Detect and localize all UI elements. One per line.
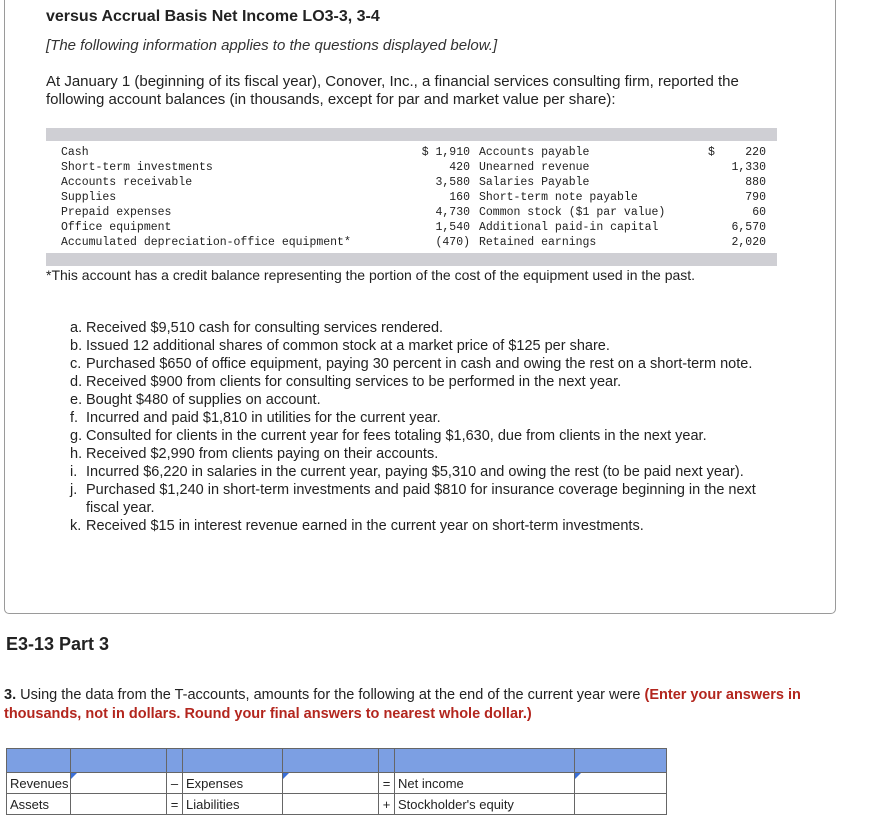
plus-operator: + [379,794,395,815]
header-cell [167,749,183,773]
account-row [46,235,777,250]
minus-operator: – [167,773,183,794]
asset-amount: (470) [435,236,470,249]
problem-title: versus Accrual Basis Net Income LO3-3, 3-4 [46,8,380,25]
revenues-cell[interactable] [71,773,167,794]
account-row [46,205,777,220]
equity-label: Stockholder's equity [395,794,575,815]
answer-table-header [7,749,667,773]
expenses-cell[interactable] [283,773,379,794]
net-income-label: Net income [395,773,575,794]
item-letter: e. [70,392,83,408]
header-cell [575,749,667,773]
net-income-cell[interactable] [575,773,667,794]
account-row [46,220,777,235]
table-row [7,773,667,794]
header-cell [379,749,395,773]
info-note: [The following information applies to the questions displayed below.] [46,37,498,54]
asset-amount: 1,540 [435,221,470,234]
item-text: Bought $480 of supplies on account. [86,392,321,408]
list-item [70,481,782,517]
transaction-list [70,319,782,535]
list-item [70,445,782,463]
intro-paragraph: At January 1 (beginning of its fiscal year), Conover, Inc., a financial services consulting firm, reported the following account balances (in thousands, except for par and market value per share): [46,73,739,108]
item-letter: f. [70,410,79,426]
account-row [46,145,777,160]
asset-amount: 420 [449,161,470,174]
item-letter: j. [70,482,78,498]
asset-amount: 3,580 [435,176,470,189]
header-cell [283,749,379,773]
list-item [70,463,782,481]
revenues-input[interactable] [71,774,166,793]
header-cell [71,749,167,773]
equity-cell[interactable] [575,794,667,815]
liability-name: Common stock ($1 par value) [479,206,666,219]
assets-cell[interactable] [71,794,167,815]
item-letter: k. [70,518,82,534]
liability-name: Salaries Payable [479,176,590,189]
list-item [70,355,782,373]
header-cell [395,749,575,773]
dollar-sign: $ [708,146,715,159]
list-item [70,319,782,337]
liability-amount: 60 [752,206,766,219]
asset-amount: $ 1,910 [421,146,470,159]
item-letter: i. [70,464,78,480]
item-letter: d. [70,374,83,390]
account-row [46,175,777,190]
liability-name: Retained earnings [479,236,597,249]
account-row [46,190,777,205]
liability-amount: 2,020 [731,236,766,249]
asset-name: Short-term investments [61,161,213,174]
asset-name: Office equipment [61,221,172,234]
input-marker-icon [71,773,77,779]
item-text: Received $9,510 cash for consulting services rendered. [86,320,444,336]
liabilities-cell[interactable] [283,794,379,815]
header-cell [183,749,283,773]
liability-name: Additional paid-in capital [479,221,659,234]
expenses-input[interactable] [283,774,378,793]
asset-amount: 160 [449,191,470,204]
liability-amount: 220 [745,146,766,159]
input-marker-icon [283,773,289,779]
item-letter: c. [70,356,82,372]
item-text: Incurred and paid $1,810 in utilities for the current year. [86,410,441,426]
item-text: Purchased $650 of office equipment, paying 30 percent in cash and owing the rest on a short-term note. [86,356,753,372]
equity-input[interactable] [575,795,666,814]
table-row [7,794,667,815]
liabilities-input[interactable] [283,795,378,814]
liability-name: Unearned revenue [479,161,590,174]
footnote: *This account has a credit balance representing the portion of the cost of the equipment used in the past. [46,267,696,283]
equals-operator: = [167,794,183,815]
question-text [4,686,866,724]
item-text: Issued 12 additional shares of common stock at a market price of $125 per share. [86,338,610,354]
assets-input[interactable] [71,795,166,814]
equals-operator: = [379,773,395,794]
list-item [70,337,782,355]
liability-amount: 6,570 [731,221,766,234]
question-body: Using the data from the T-accounts, amounts for the following at the end of the current year were [16,687,645,703]
answer-table [6,748,667,815]
item-text: Incurred $6,220 in salaries in the current year, paying $5,310 and owing the rest (to be paid next year). [86,464,744,480]
item-letter: a. [70,320,83,336]
list-item [70,517,782,535]
item-letter: h. [70,446,83,462]
list-item [70,409,782,427]
asset-name: Accumulated depreciation-office equipment* [61,236,351,249]
liability-name: Short-term note payable [479,191,638,204]
input-marker-icon [575,773,581,779]
asset-name: Accounts receivable [61,176,193,189]
account-row [46,160,777,175]
expenses-label: Expenses [183,773,283,794]
question-instruction: (Enter your answers in thousands, not in dollars. Round your final answers to nearest whole dollar.) [4,687,801,722]
item-text: Purchased $1,240 in short-term investments and paid $810 for insurance coverage beginning in the next fiscal year. [86,482,756,516]
liability-amount: 1,330 [731,161,766,174]
item-text: Received $2,990 from clients paying on their accounts. [86,446,439,462]
liabilities-label: Liabilities [183,794,283,815]
list-item [70,391,782,409]
list-item [70,373,782,391]
item-text: Received $15 in interest revenue earned in the current year on short-term investments. [86,518,644,534]
asset-name: Prepaid expenses [61,206,172,219]
liability-amount: 790 [745,191,766,204]
item-letter: b. [70,338,83,354]
part-heading: E3-13 Part 3 [6,634,110,654]
asset-amount: 4,730 [435,206,470,219]
net-income-input[interactable] [575,774,666,793]
account-balances-table [46,128,777,266]
liability-amount: 880 [745,176,766,189]
item-text: Received $900 from clients for consulting services to be performed in the next year. [86,374,622,390]
asset-name: Supplies [61,191,117,204]
question-number: 3. [4,687,17,703]
asset-name: Cash [61,146,89,159]
revenues-label: Revenues [7,773,71,794]
item-letter: g. [70,428,83,444]
header-cell [7,749,71,773]
assets-label: Assets [7,794,71,815]
liability-name: Accounts payable [479,146,590,159]
item-text: Consulted for clients in the current year for fees totaling $1,630, due from clients in the next year. [86,428,707,444]
list-item [70,427,782,445]
